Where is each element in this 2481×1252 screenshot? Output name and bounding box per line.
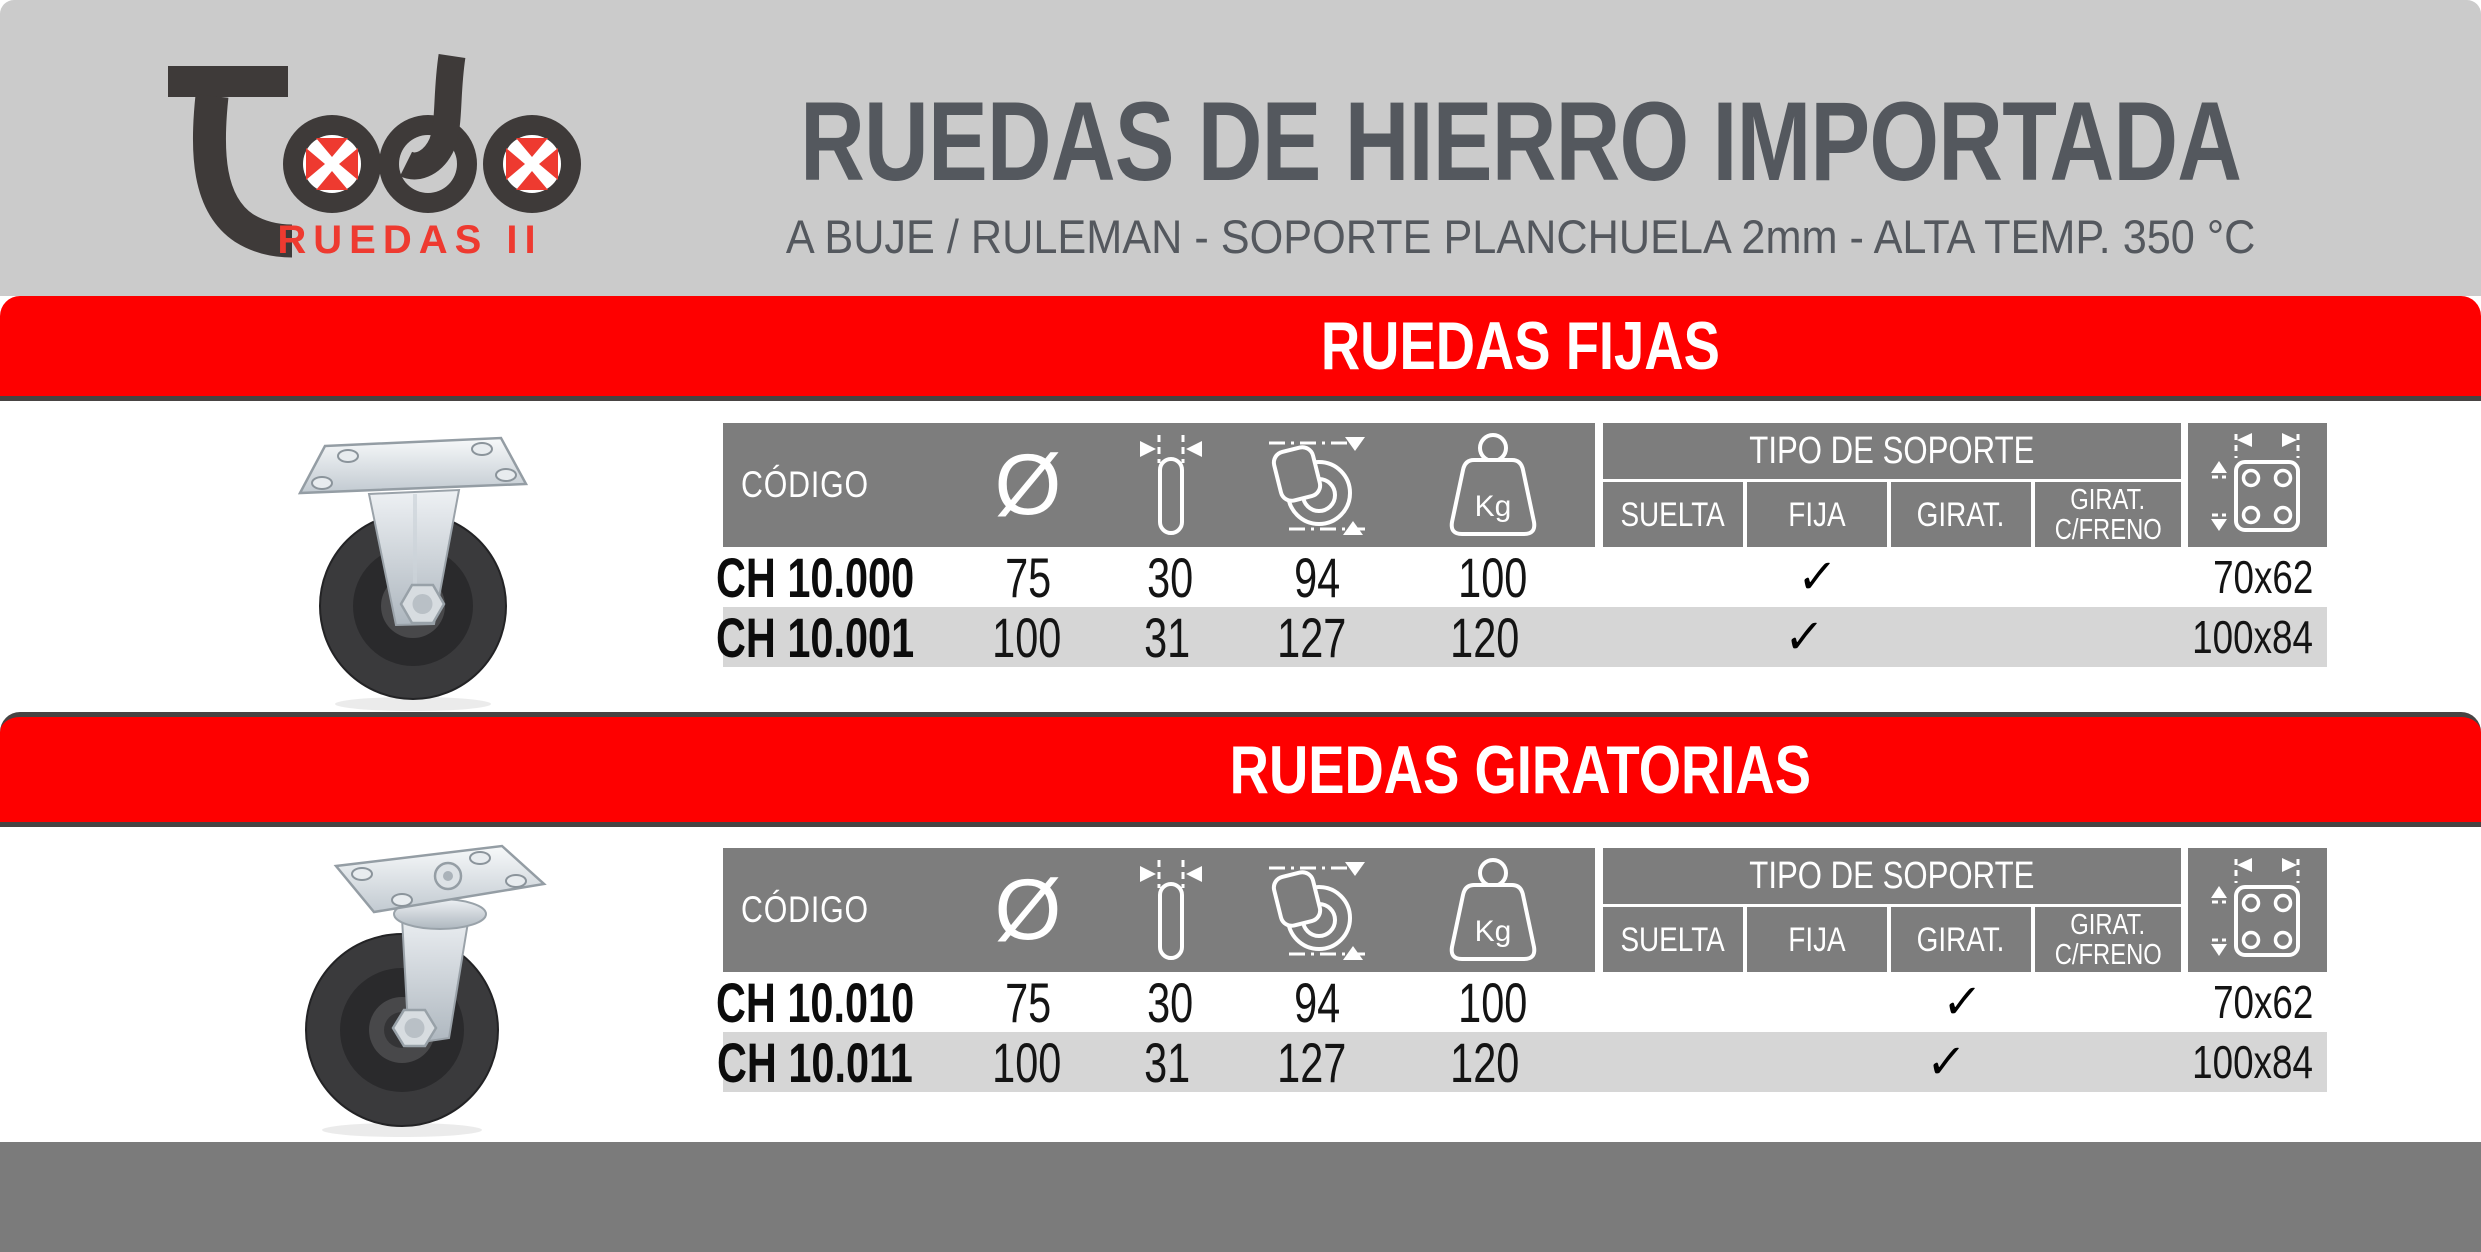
product-code: CH 10.011 [717,1030,914,1094]
fija-check: ✓ [1782,611,1826,664]
height-value: 127 [1276,1030,1346,1094]
table-header-row [723,848,2327,972]
mounting-height-icon [1261,858,1373,962]
load-value: 100 [1458,545,1528,609]
diameter-value: 100 [992,605,1062,669]
diameter-symbol: Ø [994,437,1062,533]
logo-subtext: RUEDAS II [277,218,543,262]
table-ruedas-fijas [715,423,2327,669]
plate-size-value: 100x84 [2192,1036,2313,1088]
girat-check: ✓ [1940,976,1984,1029]
diameter-value: 75 [1004,545,1052,609]
height-value: 127 [1276,605,1346,669]
column-header-girat: GIRAT. [1891,907,2031,972]
table-row [715,970,2327,1034]
height-value: 94 [1293,970,1341,1034]
mounting-height-icon [1261,433,1373,537]
logo-wheel-o1 [283,115,381,213]
page-title: RUEDAS DE HIERRO IMPORTADA [799,79,2242,204]
section-banner-label: RUEDAS FIJAS [1321,308,1720,384]
table-row [717,1030,2327,1094]
product-code: CH 10.010 [715,970,914,1034]
section-banner-ruedas-giratorias [0,712,2481,827]
plate-dimensions-icon [2210,855,2306,965]
plate-dimensions-icon [2210,430,2306,540]
kg-label: Kg [1474,915,1512,948]
section-banner-label: RUEDAS GIRATORIAS [1229,731,1812,808]
load-value: 100 [1458,970,1528,1034]
column-header-suelta: SUELTA [1603,907,1743,972]
load-value: 120 [1450,1030,1520,1094]
width-value: 31 [1144,605,1191,669]
load-capacity-kg-icon [1443,430,1543,540]
fija-check: ✓ [1795,551,1840,604]
table-row [715,545,2327,609]
footer-bar [0,1142,2481,1252]
column-header-tipo-soporte: TIPO DE SOPORTE [1603,848,2181,904]
diameter-value: 75 [1004,970,1052,1034]
page-subtitle: A BUJE / RULEMAN - SOPORTE PLANCHUELA 2mm - ALTA TEMP. 350 °C [785,210,2256,263]
diameter-value: 100 [992,1030,1062,1094]
fixed-caster-photo [263,414,565,714]
load-value: 120 [1450,605,1520,669]
diameter-symbol: Ø [994,862,1062,958]
logo-t-bar [168,66,288,97]
kg-label: Kg [1474,490,1512,523]
column-header-tipo-soporte: TIPO DE SOPORTE [1603,423,2181,479]
load-capacity-kg-icon [1443,855,1543,965]
page-header [0,0,2481,296]
column-header-codigo: CÓDIGO [741,464,869,505]
plate-size-value: 70x62 [2212,976,2313,1028]
column-header-suelta: SUELTA [1603,482,1743,547]
width-value: 30 [1147,545,1194,609]
table-ruedas-giratorias [715,848,2327,1094]
product-code: CH 10.000 [715,545,914,609]
section-banner-ruedas-fijas [0,296,2481,401]
column-header-fija: FIJA [1747,907,1887,972]
width-value: 30 [1147,970,1194,1034]
height-value: 94 [1293,545,1341,609]
column-header-fija: FIJA [1747,482,1887,547]
wheel-width-icon [1136,858,1206,962]
table-row [715,605,2327,669]
swivel-caster-photo [252,826,564,1140]
column-header-girat: GIRAT. [1891,482,2031,547]
plate-size-value: 100x84 [2192,611,2313,663]
logo-letter-d [379,56,477,213]
column-header-codigo: CÓDIGO [741,889,869,930]
wheel-width-icon [1136,433,1206,537]
todo-ruedas-logo [160,52,590,262]
product-code: CH 10.001 [715,605,914,669]
column-header-girat-cfreno: GIRAT. C/FRENO [2035,482,2181,547]
column-header-girat-cfreno: GIRAT. C/FRENO [2035,907,2181,972]
table-header-row [723,423,2327,547]
plate-size-value: 70x62 [2212,551,2313,603]
width-value: 31 [1144,1030,1191,1094]
girat-check: ✓ [1924,1036,1969,1089]
